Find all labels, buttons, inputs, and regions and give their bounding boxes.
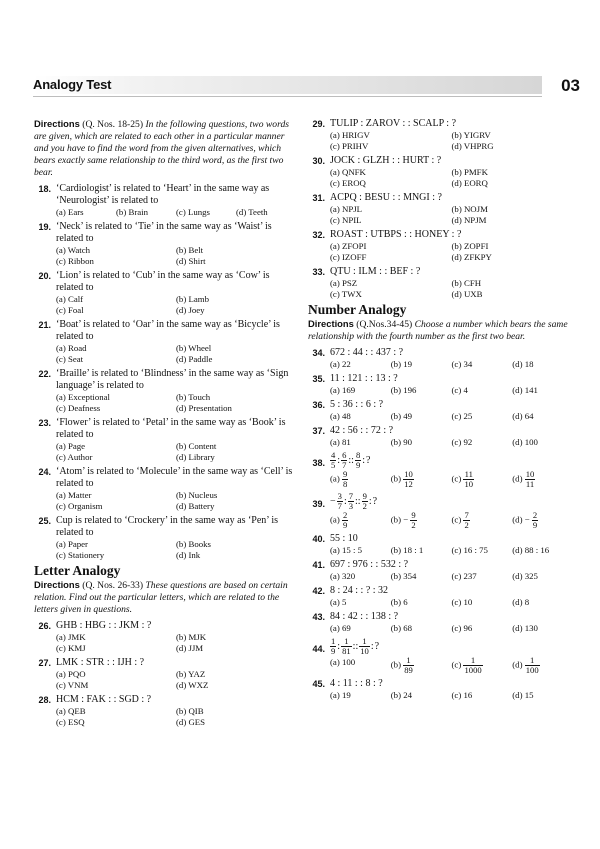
option: (d) $\frac{1}{100}$	[512, 655, 539, 675]
question-stem: 84 : 42 : : 138 : ?	[330, 611, 399, 622]
question	[308, 399, 573, 422]
option: (d) Library	[176, 452, 215, 462]
option: (b) Belt	[176, 245, 204, 255]
option: (d) Shirt	[176, 256, 206, 266]
option: (c) 16	[451, 690, 473, 700]
option: (a) 48	[330, 411, 351, 421]
option: (b) PMFK	[451, 167, 488, 177]
question-stem: GHB : HBG : : JKM : ?	[56, 620, 152, 631]
option: (b) 68	[390, 623, 413, 633]
option: (a) 19	[330, 690, 351, 700]
question	[34, 694, 296, 728]
option: (a) 22	[330, 359, 351, 369]
option: (c) 16 : 75	[451, 545, 488, 555]
option: (b) − $\frac{9}{2}$	[390, 510, 416, 530]
option: (d) 64	[512, 411, 534, 421]
option: (a) $\frac{9}{8}$	[330, 469, 348, 489]
question-stem: ACPQ : BESU : : MNGI : ?	[330, 192, 442, 203]
question-number: 36.	[312, 400, 325, 410]
question-stem: 55 : 10	[330, 533, 358, 544]
option: (c) VNM	[56, 680, 89, 690]
question-number: 33.	[312, 267, 325, 277]
options	[330, 690, 573, 701]
options	[330, 437, 573, 448]
option: (b) 196	[390, 385, 417, 395]
option: (c) $\frac{1}{1000}$	[451, 655, 482, 675]
left-column	[34, 118, 296, 731]
question-number: 29.	[312, 119, 325, 129]
option: (d) 100	[512, 437, 538, 447]
option: (d) 88 : 16	[512, 545, 550, 555]
option: (c) 4	[451, 385, 468, 395]
option: (b) YAZ	[176, 669, 206, 679]
options	[330, 623, 573, 634]
option: (d) 141	[512, 385, 538, 395]
option: (b) 19	[390, 359, 413, 369]
question	[308, 678, 573, 701]
option: (d) 15	[512, 690, 534, 700]
question-number: 37.	[312, 426, 325, 436]
question-number: 21.	[38, 320, 51, 330]
directions-block	[34, 118, 296, 179]
option: (a) HRIGV	[330, 130, 370, 140]
directions-label: Directions	[308, 318, 354, 329]
option: (a) ZFOPI	[330, 241, 367, 251]
options	[56, 706, 296, 728]
question-stem: ‘Lion’ is related to ‘Cub’ in the same way as ‘Cow’ is related to	[56, 270, 270, 293]
options	[56, 207, 296, 218]
option: (b) Brain	[116, 207, 149, 217]
option: (a) PQO	[56, 669, 86, 679]
question-stem: ‘Cardiologist’ is related to ‘Heart’ in the same way as ‘Neurologist’ is related to	[56, 183, 270, 206]
option: (a) QNFK	[330, 167, 366, 177]
question	[308, 192, 573, 226]
option: (b) 24	[390, 690, 413, 700]
option: (b) 49	[390, 411, 413, 421]
options	[330, 167, 573, 189]
question-number: 41.	[312, 560, 325, 570]
option: (c) $\frac{11}{10}$	[451, 469, 474, 489]
option: (d) GES	[176, 717, 206, 727]
question-number: 39.	[312, 499, 325, 509]
question-number: 35.	[312, 374, 325, 384]
question-number: 25.	[38, 516, 51, 526]
option: (c) TWX	[330, 289, 362, 299]
options	[56, 632, 296, 654]
options	[330, 130, 573, 152]
option: (c) KMJ	[56, 643, 86, 653]
section-heading: Letter Analogy	[34, 563, 121, 578]
question-stem: QTU : ILM : : BEF : ?	[330, 266, 421, 277]
option: (a) Exceptional	[56, 392, 110, 402]
directions-text: In the following questions, two words are given, which are related to each other in a particular manner and you have to find the word from the given alternatives, which bears exactly same relationship to the third word, as the first two bear.	[34, 119, 289, 178]
question-stem: 42 : 56 : : 72 : ?	[330, 425, 394, 436]
option: (d) 8	[512, 597, 530, 607]
options	[330, 359, 573, 370]
option: (a) 5	[330, 597, 347, 607]
options	[330, 470, 573, 489]
option: (b) Nucleus	[176, 490, 218, 500]
option: (a) 169	[330, 385, 356, 395]
directions-block	[308, 318, 573, 343]
fraction: 4 5	[331, 450, 336, 470]
option: (c) IZOFF	[330, 252, 367, 262]
option: (b) Lamb	[176, 294, 209, 304]
question-stem: ‘Flower’ is related to ‘Petal’ in the same way as ‘Book’ is related to	[56, 417, 286, 440]
option: (c) Deafness	[56, 403, 101, 413]
option: (b) Books	[176, 539, 211, 549]
fraction: 1 9	[331, 636, 336, 656]
option: (c) EROQ	[330, 178, 366, 188]
question-stem: 11 : 121 : : 13 : ?	[330, 373, 398, 384]
option: (d) 325	[512, 571, 538, 581]
option: (c) Stationery	[56, 550, 105, 560]
question	[308, 347, 573, 370]
option: (c) 34	[451, 359, 473, 369]
option: (c) 25	[451, 411, 473, 421]
option: (c) 96	[451, 623, 473, 633]
question	[308, 585, 573, 608]
question-number: 40.	[312, 534, 325, 544]
options	[330, 597, 573, 608]
question-stem: ‘Atom’ is related to ‘Molecule’ in the same way as ‘Cell’ is related to	[56, 466, 293, 489]
question	[34, 417, 296, 463]
option: (b) QIB	[176, 706, 204, 716]
options	[330, 385, 573, 396]
question-stem: ROAST : UTBPS : : HONEY : ?	[330, 229, 462, 240]
question	[308, 118, 573, 152]
directions-block	[34, 579, 296, 616]
option: (a) 100	[330, 657, 356, 667]
option: (c) PRIHV	[330, 141, 369, 151]
question	[308, 533, 573, 556]
option: (a) Calf	[56, 294, 84, 304]
question	[34, 368, 296, 414]
question-stem: ‘Braille’ is related to ‘Blindness’ in the same way as ‘Sign language’ is related to	[56, 368, 289, 391]
option: (a) Paper	[56, 539, 88, 549]
option: (d) 18	[512, 359, 534, 369]
option: (c) 237	[451, 571, 477, 581]
question-number: 28.	[38, 695, 51, 705]
question-stem: JOCK : GLZH : : HURT : ?	[330, 155, 442, 166]
option: (c) Seat	[56, 354, 84, 364]
question-stem: − $\frac{3}{7}$ : 7 3 :: 9 2 : ?	[330, 491, 378, 511]
question	[34, 466, 296, 512]
option: (d) 130	[512, 623, 538, 633]
fraction: 1 81	[342, 636, 351, 656]
option: (c) Ribbon	[56, 256, 94, 266]
option: (c) 10	[451, 597, 473, 607]
question-stem: 1 9 : 1 81 :: 1 10 : ?	[331, 636, 380, 656]
question-stem: 5 : 36 : : 6 : ?	[330, 399, 384, 410]
question-number: 34.	[312, 348, 325, 358]
question	[34, 657, 296, 691]
option: (d) − $\frac{2}{9}$	[512, 510, 538, 530]
question	[308, 637, 573, 675]
option: (a) NPJL	[330, 204, 363, 214]
question-number: 24.	[38, 467, 51, 477]
question	[308, 155, 573, 189]
question	[308, 373, 573, 396]
directions-label: Directions	[34, 579, 80, 590]
question	[34, 620, 296, 654]
question	[308, 559, 573, 582]
options	[56, 343, 296, 365]
directions-text: Choose a number which bears the same relationship with the fourth number as the first two bear.	[308, 319, 568, 342]
question-number: 26.	[38, 621, 51, 631]
fraction: 9 2	[362, 491, 367, 511]
question-number: 43.	[312, 612, 325, 622]
question-number: 20.	[38, 271, 51, 281]
option: (d) NPJM	[451, 215, 487, 225]
options	[330, 278, 573, 300]
question	[34, 515, 296, 561]
option: (b) 354	[390, 571, 417, 581]
option: (d) ZFKPY	[451, 252, 492, 262]
question-number: 44.	[312, 644, 325, 654]
question-number: 32.	[312, 230, 325, 240]
option: (a) 81	[330, 437, 351, 447]
header-rule	[33, 96, 542, 97]
options	[330, 511, 573, 530]
question-number: 27.	[38, 658, 51, 668]
question	[308, 266, 573, 300]
section-heading: Number Analogy	[308, 302, 407, 317]
option: (b) Touch	[176, 392, 211, 402]
option: (b) ZOPFI	[451, 241, 489, 251]
question-stem: LMK : STR : : IJH : ?	[56, 657, 145, 668]
option: (a) Ears	[56, 207, 84, 217]
options	[330, 571, 573, 582]
option: (a) Matter	[56, 490, 92, 500]
option: (a) 320	[330, 571, 356, 581]
option: (d) Battery	[176, 501, 215, 511]
options	[330, 241, 573, 263]
question-number: 23.	[38, 418, 51, 428]
option: (c) Author	[56, 452, 93, 462]
option: (d) EORQ	[451, 178, 488, 188]
options	[330, 204, 573, 226]
question-stem: ‘Neck’ is related to ‘Tie’ in the same way as ‘Waist’ is related to	[56, 221, 272, 244]
question-stem: HCM : FAK : : SGD : ?	[56, 694, 152, 705]
option: (d) WXZ	[176, 680, 209, 690]
options	[56, 669, 296, 691]
option: (a) JMK	[56, 632, 86, 642]
question	[308, 425, 573, 448]
question-stem: 4 5 : 6 7 :: 8 9 : ?	[331, 450, 371, 470]
option: (a) Road	[56, 343, 87, 353]
option: (d) Teeth	[236, 207, 268, 217]
directions-range: (Q. Nos. 26-33)	[82, 580, 144, 591]
option: (c) $\frac{7}{2}$	[451, 510, 469, 530]
options	[330, 545, 573, 556]
right-column	[308, 118, 573, 704]
directions-text: These questions are based on certain relation. Find out the particular letters, which are related to the letters given in questions.	[34, 580, 288, 615]
question-number: 31.	[312, 193, 325, 203]
option: (d) VHPRG	[451, 141, 494, 151]
option: (a) QEB	[56, 706, 86, 716]
page-number: 03	[561, 76, 580, 95]
option: (c) 92	[451, 437, 473, 447]
fraction: 1 10	[360, 636, 369, 656]
question-number: 45.	[312, 679, 325, 689]
page-header	[0, 62, 600, 110]
option: (d) UXB	[451, 289, 483, 299]
option: (a) Watch	[56, 245, 91, 255]
question	[34, 270, 296, 316]
option: (c) Foal	[56, 305, 84, 315]
question-number: 22.	[38, 369, 51, 379]
question-number: 18.	[38, 184, 51, 194]
question	[308, 451, 573, 489]
option: (d) $\frac{10}{11}$	[512, 469, 535, 489]
option: (b) 18 : 1	[390, 545, 424, 555]
option: (b) CFH	[451, 278, 482, 288]
option: (d) JJM	[176, 643, 204, 653]
option: (b) MJK	[176, 632, 207, 642]
question-number: 42.	[312, 586, 325, 596]
options	[56, 490, 296, 512]
option: (a) $\frac{2}{9}$	[330, 510, 348, 530]
question	[308, 492, 573, 530]
header-title: Analogy Test	[33, 77, 112, 92]
option: (a) 69	[330, 623, 351, 633]
question	[34, 319, 296, 365]
option: (a) 15 : 5	[330, 545, 363, 555]
options	[56, 392, 296, 414]
fraction: $\frac{3}{7}$	[337, 491, 342, 511]
question-stem: ‘Boat’ is related to ‘Oar’ in the same way as ‘Bicycle’ is related to	[56, 319, 280, 342]
question-stem: 697 : 976 : : 532 : ?	[330, 559, 409, 570]
question-number: 19.	[38, 222, 51, 232]
option: (b) YIGRV	[451, 130, 491, 140]
option: (d) Presentation	[176, 403, 232, 413]
question	[308, 611, 573, 634]
question-number: 38.	[312, 458, 325, 468]
option: (d) Paddle	[176, 354, 213, 364]
question	[34, 183, 296, 218]
option: (d) Joey	[176, 305, 205, 315]
option: (b) Wheel	[176, 343, 212, 353]
option: (b) Content	[176, 441, 217, 451]
options	[56, 441, 296, 463]
directions-range: (Q.Nos.34-45)	[356, 319, 413, 330]
options	[56, 539, 296, 561]
options	[56, 294, 296, 316]
directions-range: (Q. Nos. 18-25)	[82, 119, 144, 130]
question-stem: TULIP : ZAROV : : SCALP : ?	[330, 118, 457, 129]
fraction: 8 9	[355, 450, 361, 470]
option: (c) Lungs	[176, 207, 210, 217]
options	[330, 656, 573, 675]
option: (b) 6	[390, 597, 408, 607]
option: (b) $\frac{10}{12}$	[390, 469, 413, 489]
option: (c) Organism	[56, 501, 103, 511]
option: (c) ESQ	[56, 717, 85, 727]
option: (b) $\frac{1}{89}$	[390, 655, 413, 675]
option: (c) NPIL	[330, 215, 362, 225]
options	[56, 245, 296, 267]
question-stem: Cup is related to ‘Crockery’ in the same way as ‘Pen’ is related to	[56, 515, 279, 538]
option: (d) Ink	[176, 550, 201, 560]
directions-label: Directions	[34, 118, 80, 129]
question-stem: 4 : 11 : : 8 : ?	[330, 678, 383, 689]
option: (b) NOJM	[451, 204, 488, 214]
question	[308, 229, 573, 263]
options	[330, 411, 573, 422]
question-stem: 672 : 44 : : 437 : ?	[330, 347, 404, 358]
fraction: 6 7	[342, 450, 347, 470]
fraction: 7 3	[348, 491, 354, 511]
option: (b) 90	[390, 437, 413, 447]
option: (a) Page	[56, 441, 86, 451]
question-stem: 8 : 24 : : ? : 32	[330, 585, 389, 596]
option: (a) PSZ	[330, 278, 358, 288]
question	[34, 221, 296, 267]
question-number: 30.	[312, 156, 325, 166]
